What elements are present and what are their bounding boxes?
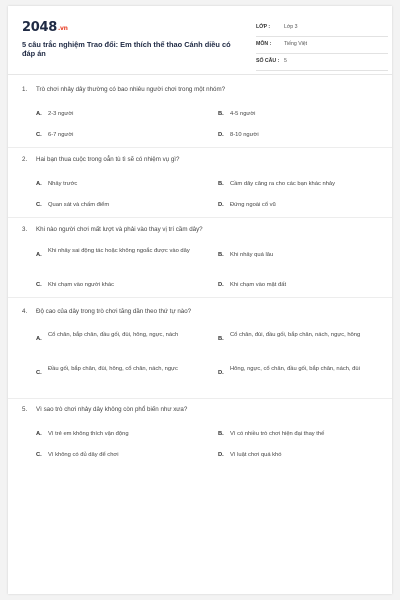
worksheet-page [8, 6, 392, 594]
option-letter: A. [36, 252, 42, 258]
meta-label: LỚP : [256, 24, 271, 30]
option-text: 4-5 người [230, 111, 256, 117]
option-letter: B. [218, 431, 224, 437]
meta-row-subject [256, 39, 388, 54]
option-text: Vì có nhiều trò chơi hiện đại thay thế [230, 431, 325, 437]
option-letter: B. [218, 252, 224, 258]
option-letter: C. [36, 370, 42, 376]
option-text: Cổ chân, bắp chân, đầu gối, đùi, hông, ngực, nách [48, 332, 179, 338]
question-text [22, 308, 191, 315]
option-letter: C. [36, 202, 42, 208]
question-number: 5. [22, 406, 28, 413]
logo-text: 2048 [22, 20, 57, 35]
question-prompt: Vì sao trò chơi nhảy dây không còn phổ biến như xưa? [36, 406, 188, 413]
option-letter: A. [36, 181, 42, 187]
option-text: Hông, ngực, cổ chân, đầu gối, bắp chân, nách, đùi [230, 366, 360, 372]
option-text: Khi chạm vào mặt đất [230, 282, 287, 288]
option-text: 8-10 người [230, 132, 259, 138]
option-letter: C. [36, 282, 42, 288]
worksheet-meta [256, 22, 388, 73]
logo-suffix: .vn [57, 25, 68, 32]
meta-value: 5 [284, 58, 287, 64]
option-text: Khi chạm vào người khác [48, 282, 115, 288]
option-letter: A. [36, 431, 42, 437]
option-letter: C. [36, 452, 42, 458]
option-letter: A. [36, 336, 42, 342]
meta-row-grade [256, 22, 388, 37]
option-text: Đứng ngoài cổ vũ [230, 202, 276, 208]
option-text: Vì không có đủ dây để chơi [48, 452, 119, 458]
question-number: 3. [22, 226, 28, 233]
option-letter: B. [218, 181, 224, 187]
question-divider [8, 217, 392, 218]
question-number: 2. [22, 156, 28, 163]
question-text [22, 226, 203, 233]
question-divider [8, 398, 392, 399]
question-prompt: Độ cao của dây trong trò chơi tăng dần theo thứ tự nào? [36, 308, 192, 315]
option-text: Vì trẻ em không thích vận động [48, 431, 129, 437]
worksheet-title: 5 câu trắc nghiệm Trao đổi: Em thích thể thao Cánh diều có đáp án [22, 40, 231, 58]
option-text: Vì luật chơi quá khó [230, 452, 282, 458]
option-text: Cầm dây căng ra cho các bạn khác nhảy [230, 181, 336, 187]
question-number: 1. [22, 86, 28, 93]
option-letter: A. [36, 111, 42, 117]
option-text: 2-3 người [48, 111, 74, 117]
meta-value: Lớp 3 [284, 24, 298, 30]
meta-label: MÔN : [256, 41, 272, 47]
question-number: 4. [22, 308, 28, 315]
option-letter: C. [36, 132, 42, 138]
question-divider [8, 297, 392, 298]
option-letter: B. [218, 111, 224, 117]
option-letter: D. [218, 370, 224, 376]
question-prompt: Hai bạn thua cuộc trong oẳn tù tì sẽ có nhiệm vụ gì? [36, 156, 180, 163]
question-prompt: Khi nào người chơi mất lượt và phải vào thay vị trí cầm dây? [36, 226, 203, 233]
option-letter: D. [218, 282, 224, 288]
question-text [22, 86, 225, 93]
option-text: Khi nhảy quá lâu [230, 252, 274, 258]
option-text: Nhảy trước [48, 181, 78, 187]
question-text [22, 156, 179, 163]
meta-value: Tiếng Việt [284, 41, 308, 47]
worksheet-header [22, 16, 382, 68]
option-text: Đầu gối, bắp chân, đùi, hông, cổ chân, nách, ngực [48, 366, 178, 372]
option-text: Cổ chân, đùi, đầu gối, bắp chân, nách, ngực, hông [230, 332, 361, 338]
option-letter: D. [218, 132, 224, 138]
option-text: Quan sát và chấm điểm [48, 202, 110, 208]
option-text: Khi nhảy sai động tác hoặc không ngoắc được vào dây [48, 248, 190, 254]
question-text [22, 406, 187, 413]
option-letter: B. [218, 336, 224, 342]
option-letter: D. [218, 452, 224, 458]
question-divider [8, 147, 392, 148]
header-divider [8, 74, 392, 75]
site-logo[interactable] [22, 20, 68, 35]
option-letter: D. [218, 202, 224, 208]
meta-label: SỐ CÂU : [256, 58, 280, 64]
option-text: 6-7 người [48, 132, 74, 138]
question-prompt: Trò chơi nhảy dây thường có bao nhiêu người chơi trong một nhóm? [36, 86, 226, 93]
meta-row-count [256, 56, 388, 71]
